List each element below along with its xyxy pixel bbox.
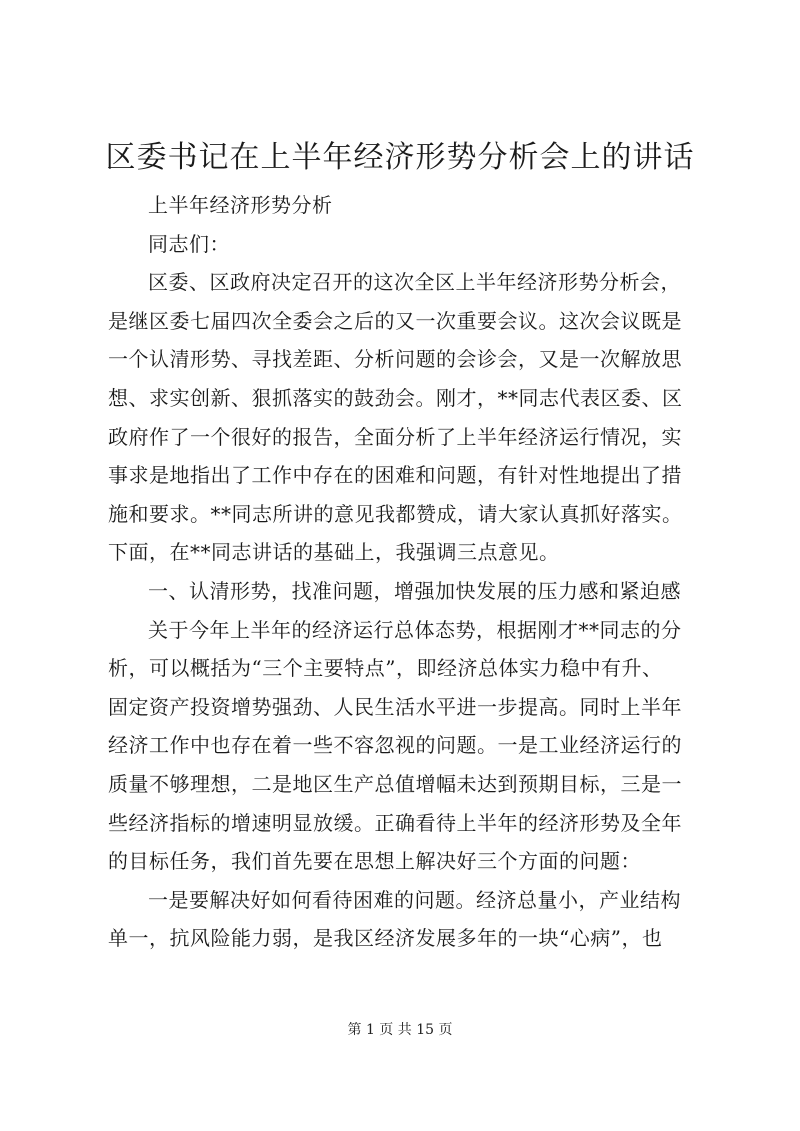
paragraph-line: 下面，在**同志讲话的基础上，我强调三点意见。	[108, 540, 560, 565]
paragraph-line: 事求是地指出了工作中存在的困难和问题，有针对性地提出了措	[108, 463, 682, 488]
paragraph-line: 施和要求。**同志所讲的意见我都赞成，请大家认真抓好落实。	[108, 501, 683, 526]
paragraph-line: 上半年经济形势分析	[148, 193, 333, 217]
paragraph-line: 一个认清形势、寻找差距、分析问题的会诊会，又是一次解放思	[108, 347, 682, 372]
paragraph-line: 是继区委七届四次全委会之后的又一次重要会议。这次会议既是	[108, 308, 682, 333]
paragraph-line: 政府作了一个很好的报告，全面分析了上半年经济运行情况，实	[108, 424, 682, 449]
paragraph-line: 想、求实创新、狠抓落实的鼓劲会。刚才，**同志代表区委、区	[108, 385, 683, 410]
paragraph-line: 质量不够理想，二是地区生产总值增幅未达到预期目标，三是一	[108, 771, 682, 796]
document-title: 区委书记在上半年经济形势分析会上的讲话	[105, 140, 695, 175]
paragraph-line: 些经济指标的增速明显放缓。正确看待上半年的经济形势及全年	[108, 810, 682, 835]
paragraph-line: 单一，抗风险能力弱，是我区经济发展多年的一块“心病”，也	[108, 926, 663, 951]
paragraph-line: 的目标任务，我们首先要在思想上解决好三个方面的问题：	[108, 849, 641, 874]
page-footer: 第 1 页 共 15 页	[347, 1022, 453, 1038]
paragraph-line: 一是要解决好如何看待困难的问题。经济总量小，产业结构	[148, 887, 681, 912]
paragraph-line: 区委、区政府决定召开的这次全区上半年经济形势分析会，	[148, 270, 681, 295]
paragraph-line: 一、认清形势，找准问题，增强加快发展的压力感和紧迫感	[148, 578, 681, 603]
paragraph-line: 经济工作中也存在着一些不容忽视的问题。一是工业经济运行的	[108, 733, 682, 758]
paragraph-line: 固定资产投资增势强劲、人民生活水平进一步提高。同时上半年	[108, 694, 682, 719]
paragraph-line: 关于今年上半年的经济运行总体态势，根据刚才**同志的分	[148, 617, 682, 642]
paragraph-line: 同志们：	[148, 231, 230, 256]
paragraph-line: 析，可以概括为“三个主要特点”，即经济总体实力稳中有升、	[108, 656, 663, 681]
document-body	[108, 186, 714, 958]
